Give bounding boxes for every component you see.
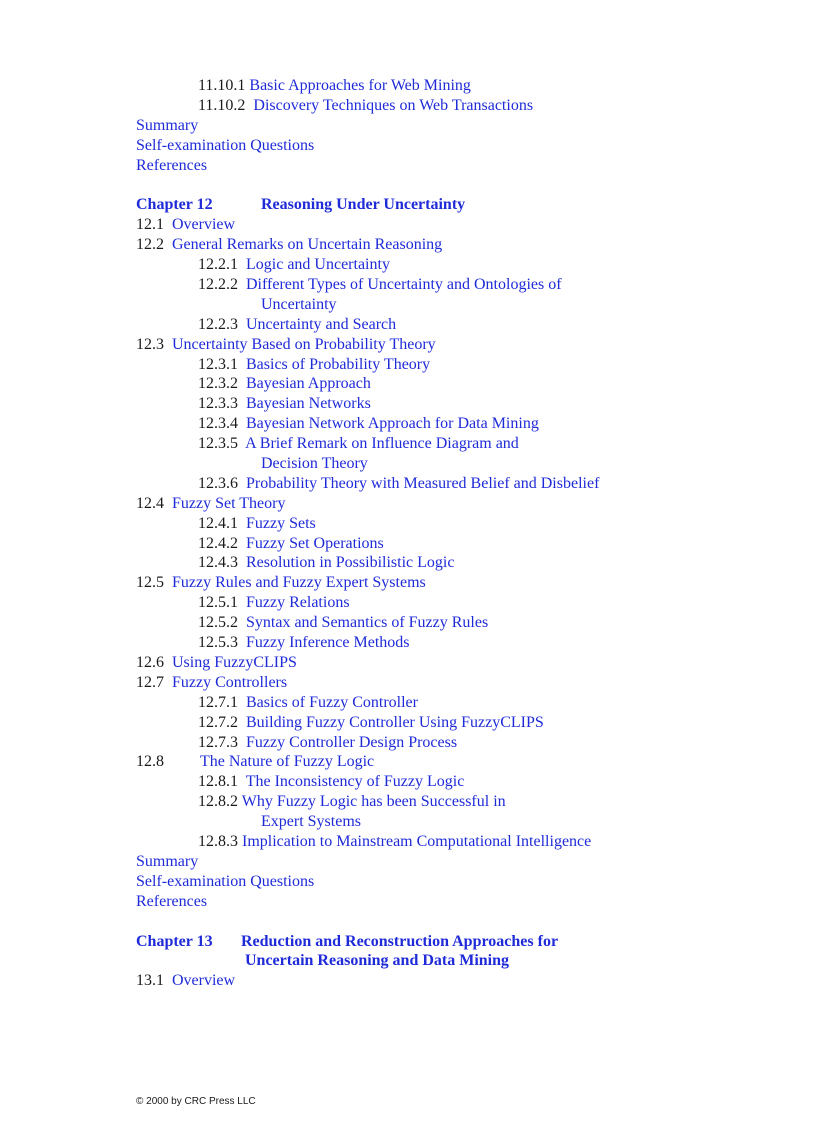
toc-link[interactable]: General Remarks on Uncertain Reasoning: [172, 236, 443, 254]
summary-link[interactable]: Summary: [136, 852, 199, 870]
summary-link[interactable]: Summary: [136, 116, 199, 134]
toc-link[interactable]: Probability Theory with Measured Belief and Disbelief: [246, 474, 600, 492]
toc-entry: 12.5.3 Fuzzy Inference Methods: [198, 634, 410, 652]
toc-link[interactable]: The Nature of Fuzzy Logic: [200, 753, 375, 771]
toc-entry: 12.2.3 Uncertainty and Search: [198, 315, 397, 333]
toc-entry: 12.7.3 Fuzzy Controller Design Process: [198, 733, 458, 751]
toc-link[interactable]: Discovery Techniques on Web Transactions: [253, 96, 534, 114]
toc-link[interactable]: Fuzzy Controller Design Process: [246, 733, 458, 751]
toc-entry: 12.3 Uncertainty Based on Probability Theory: [136, 335, 436, 353]
copyright-footer: © 2000 by CRC Press LLC: [136, 1096, 256, 1107]
toc-entry: 12.3.5 A Brief Remark on Influence Diagram and: [198, 435, 519, 453]
toc-entry: 12.7.1 Basics of Fuzzy Controller: [198, 693, 418, 711]
toc-entry: 12.7.2 Building Fuzzy Controller Using FuzzyCLIPS: [198, 713, 544, 731]
toc-entry: 12.8.2 Why Fuzzy Logic has been Successful in: [198, 793, 506, 811]
references-link[interactable]: References: [136, 892, 208, 910]
toc-link[interactable]: Syntax and Semantics of Fuzzy Rules: [246, 614, 489, 632]
toc-entry: [136, 892, 786, 912]
toc-link[interactable]: Implication to Mainstream Computational Intelligence: [242, 832, 592, 850]
chapter-13-heading-continued[interactable]: Uncertain Reasoning and Data Mining: [245, 952, 510, 970]
self-exam-link[interactable]: Self-examination Questions: [136, 872, 315, 890]
toc-entry: 12.4 Fuzzy Set Theory: [136, 494, 286, 512]
toc-link[interactable]: A Brief Remark on Influence Diagram and: [245, 435, 519, 453]
toc-link[interactable]: Fuzzy Sets: [246, 514, 316, 532]
toc-entry-continued: [136, 812, 786, 832]
chapter-13-heading[interactable]: Chapter 13 Reduction and Reconstruction Approaches for: [136, 932, 559, 950]
toc-link[interactable]: Why Fuzzy Logic has been Successful in: [241, 793, 506, 811]
toc-entry: 12.3.3 Bayesian Networks: [198, 395, 371, 413]
toc-link[interactable]: Bayesian Approach: [246, 375, 371, 393]
toc-entry: 12.6 Using FuzzyCLIPS: [136, 653, 297, 671]
toc-link[interactable]: Overview: [172, 216, 236, 234]
toc-entry: 12.8.3 Implication to Mainstream Computational Intelligence: [198, 832, 592, 850]
toc-entry: 12.3.1 Basics of Probability Theory: [198, 355, 431, 373]
toc-link[interactable]: Uncertainty and Search: [246, 315, 397, 333]
toc-entry: 13.1 Overview: [136, 972, 236, 990]
toc-entry: 12.4.2 Fuzzy Set Operations: [198, 534, 384, 552]
toc-entry: [136, 156, 786, 176]
toc-link[interactable]: Fuzzy Rules and Fuzzy Expert Systems: [172, 574, 426, 592]
toc-link[interactable]: Basic Approaches for Web Mining: [249, 77, 471, 94]
toc-entry: 12.5.2 Syntax and Semantics of Fuzzy Rules: [198, 614, 489, 632]
toc-link[interactable]: Uncertainty: [261, 295, 337, 313]
toc-entry: 12.3.2 Bayesian Approach: [198, 375, 371, 393]
toc-link[interactable]: Different Types of Uncertainty and Ontologies of: [246, 276, 562, 294]
toc-link[interactable]: Uncertainty Based on Probability Theory: [172, 335, 436, 353]
toc-link[interactable]: Using FuzzyCLIPS: [172, 653, 297, 671]
toc-link[interactable]: Fuzzy Relations: [246, 594, 350, 612]
toc-link[interactable]: Decision Theory: [261, 455, 368, 473]
toc-link[interactable]: Fuzzy Set Operations: [246, 534, 384, 552]
toc-link[interactable]: Bayesian Network Approach for Data Mining: [246, 415, 539, 433]
toc-link[interactable]: Logic and Uncertainty: [246, 256, 390, 274]
toc-entry: 12.2 General Remarks on Uncertain Reasoning: [136, 236, 443, 254]
toc-link[interactable]: Bayesian Networks: [246, 395, 371, 413]
toc-entry: 12.1 Overview: [136, 216, 236, 234]
table-of-contents: [136, 76, 786, 991]
toc-entry: [136, 116, 786, 136]
toc-entry: 12.3.6 Probability Theory with Measured Belief and Disbelief: [198, 474, 600, 492]
toc-link[interactable]: Basics of Fuzzy Controller: [246, 693, 418, 711]
toc-entry: 12.8 The Nature of Fuzzy Logic: [136, 753, 375, 771]
toc-entry: 11.10.2 Discovery Techniques on Web Transactions: [198, 96, 534, 114]
toc-entry: 12.5 Fuzzy Rules and Fuzzy Expert Systems: [136, 574, 426, 592]
toc-link[interactable]: Resolution in Possibilistic Logic: [246, 554, 455, 572]
toc-entry: 12.4.1 Fuzzy Sets: [198, 514, 316, 532]
toc-link[interactable]: The Inconsistency of Fuzzy Logic: [245, 773, 465, 791]
toc-link[interactable]: Fuzzy Set Theory: [172, 494, 286, 512]
toc-link[interactable]: Fuzzy Inference Methods: [246, 634, 410, 652]
toc-entry-continued: [136, 295, 786, 315]
toc-entry: 12.3.4 Bayesian Network Approach for Data Mining: [198, 415, 539, 433]
toc-entry: 12.7 Fuzzy Controllers: [136, 673, 288, 691]
toc-entry: 11.10.1 Basic Approaches for Web Mining: [198, 77, 471, 94]
toc-entry-continued: [136, 454, 786, 474]
toc-link[interactable]: Overview: [172, 972, 236, 990]
toc-entry: [136, 136, 786, 156]
toc-entry: 12.4.3 Resolution in Possibilistic Logic: [198, 554, 455, 572]
chapter-12-heading[interactable]: Chapter 12 Reasoning Under Uncertainty: [136, 196, 466, 214]
toc-link[interactable]: Basics of Probability Theory: [246, 355, 431, 373]
toc-entry: 12.5.1 Fuzzy Relations: [198, 594, 350, 612]
references-link[interactable]: References: [136, 156, 208, 174]
toc-link[interactable]: Fuzzy Controllers: [172, 673, 288, 691]
toc-entry: 12.2.1 Logic and Uncertainty: [198, 256, 390, 274]
toc-entry: 12.2.2 Different Types of Uncertainty and Ontologies of: [198, 276, 562, 294]
self-exam-link[interactable]: Self-examination Questions: [136, 136, 315, 154]
toc-entry: 12.8.1 The Inconsistency of Fuzzy Logic: [198, 773, 465, 791]
toc-link[interactable]: Expert Systems: [261, 813, 361, 831]
toc-link[interactable]: Building Fuzzy Controller Using FuzzyCLIPS: [246, 713, 544, 731]
toc-entry: [136, 872, 786, 892]
toc-entry: [136, 852, 786, 872]
